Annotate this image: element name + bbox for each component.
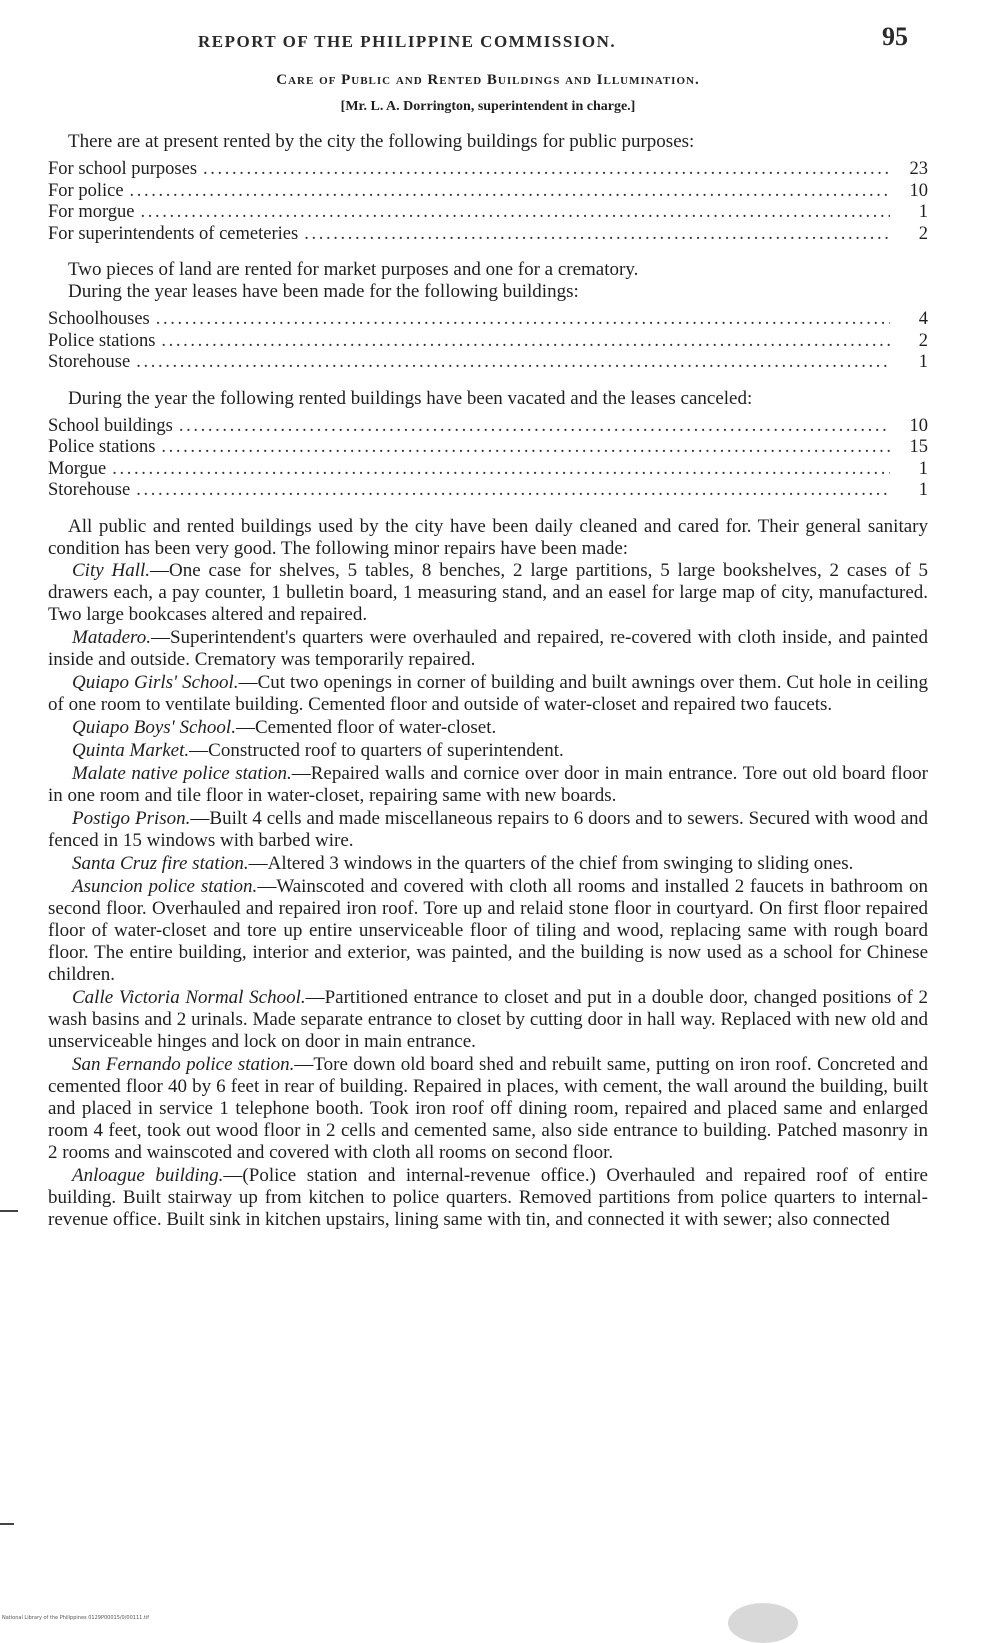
list-item bbox=[48, 181, 928, 203]
intro-paragraph-2b: During the year leases have been made for the following buildings: bbox=[68, 281, 579, 302]
leader-dots bbox=[112, 459, 890, 481]
item-value: 2 bbox=[918, 223, 928, 244]
repair-place: Malate native police station. bbox=[72, 762, 292, 784]
leader-dots bbox=[179, 416, 890, 438]
item-label: For superintendents of cemeteries bbox=[48, 223, 299, 244]
intro-paragraph-1: There are at present rented by the city the following buildings for public purposes: bbox=[68, 131, 695, 152]
intro-paragraph-4: All public and rented buildings used by the city have been daily cleaned and cared for. Their general sanitary condition has been very good. The following minor repairs have been made: bbox=[48, 515, 928, 559]
repair-text: —Tore down old board shed and rebuilt same, putting on iron roof. Concreted and cemented floor 40 by 6 feet in rear of building. Repaired in places, with cement, the wall around the building, built and placed in service 1 telephone booth. Took iron roof off dining room, repaired and placed same and enlarged room 4 feet, took out wood floor in 2 cells and cemented same, also side entrance to building. Patched masonry in 2 rooms and wainscoted and covered with cloth all rooms on second floor. bbox=[48, 1053, 928, 1163]
item-value: 10 bbox=[909, 180, 928, 201]
item-value: 1 bbox=[918, 352, 928, 372]
list-item bbox=[48, 459, 928, 481]
repair-paragraph bbox=[48, 560, 928, 626]
leader-dots bbox=[161, 437, 890, 459]
list-item bbox=[48, 309, 928, 331]
vacated-buildings-list bbox=[48, 416, 928, 502]
item-label: For school purposes bbox=[48, 159, 198, 179]
repair-place: Matadero. bbox=[72, 626, 151, 648]
repair-text: —Constructed roof to quarters of superintendent. bbox=[189, 739, 564, 761]
leader-dots bbox=[156, 309, 890, 331]
rented-buildings-list bbox=[48, 159, 928, 245]
list-item bbox=[48, 224, 928, 246]
item-value: 15 bbox=[909, 437, 928, 457]
repair-paragraph bbox=[48, 763, 928, 807]
repair-place: Quiapo Girls' School. bbox=[72, 671, 239, 693]
repair-place: Santa Cruz fire station. bbox=[72, 852, 249, 874]
repair-place: San Fernando police station. bbox=[72, 1053, 295, 1075]
item-value: 1 bbox=[918, 202, 928, 222]
item-label: School buildings bbox=[48, 415, 173, 436]
repair-paragraph bbox=[48, 627, 928, 671]
page-number: 95 bbox=[882, 22, 908, 51]
item-label: Police stations bbox=[48, 330, 156, 351]
repair-paragraph bbox=[48, 987, 928, 1053]
item-label: Schoolhouses bbox=[48, 309, 150, 329]
repair-text: —(Police station and internal-revenue office.) Overhauled and repaired roof of entire building. Built stairway up from kitchen to police quarters. Removed partitions from police quarters to internal-revenue office. Built sink in kitchen upstairs, lining same with tin, and connected it with sewer; also connected bbox=[48, 1164, 928, 1230]
list-item bbox=[48, 437, 928, 459]
repair-place: Anloague building. bbox=[72, 1164, 224, 1186]
repair-place: Asuncion police station. bbox=[72, 875, 258, 897]
leader-dots bbox=[136, 352, 890, 374]
leader-dots bbox=[136, 480, 890, 502]
repair-paragraph bbox=[48, 876, 928, 986]
item-label: Storehouse bbox=[48, 352, 131, 372]
repair-text: —Built 4 cells and made miscellaneous repairs to 6 doors and to sewers. Secured with wood and fenced in 15 windows with barbed wire. bbox=[48, 807, 929, 851]
repair-paragraph bbox=[48, 853, 928, 875]
scan-artifact bbox=[728, 1603, 798, 1643]
repair-text: —Partitioned entrance to closet and put in a double door, changed positions of 2 wash basins and 2 urinals. Made separate entrance to closet by cutting door in hall way. Replaced with new old and unserviceable hinges and lock on door in main entrance. bbox=[48, 986, 928, 1052]
leased-buildings-list bbox=[48, 309, 928, 374]
leader-dots bbox=[203, 159, 890, 181]
item-label: Police stations bbox=[48, 437, 156, 457]
item-value: 2 bbox=[918, 330, 928, 351]
page-content bbox=[48, 18, 928, 1232]
repair-paragraph bbox=[48, 1054, 928, 1164]
leader-dots bbox=[141, 202, 890, 224]
repair-text: —Cut two openings in corner of building and built awnings over them. Cut hole in ceiling of one room to ventilate building. Cemented floor and outside of water-closet and repaired two faucets. bbox=[48, 671, 929, 715]
list-item bbox=[48, 416, 928, 438]
repair-paragraph bbox=[48, 1165, 928, 1231]
leader-dots bbox=[304, 224, 890, 246]
repair-text: —Wainscoted and covered with cloth all rooms and installed 2 faucets in bathroom on second floor. Overhauled and repaired iron roof. Tore up and relaid stone floor in courtyard. On first floor repaired floor of water-closet and tore up entire unserviceable floor of tiling and wood, replacing same with rough board floor. The entire building, interior and exterior, was painted, and the building is now used as a school for Chinese children. bbox=[48, 875, 928, 985]
item-value: 1 bbox=[918, 480, 928, 500]
scan-footer: National Library of the Philippines 0129P00015/0/00111.tif bbox=[2, 1615, 150, 1621]
repair-place: Calle Victoria Normal School. bbox=[72, 986, 306, 1008]
repair-place: Quiapo Boys' School. bbox=[72, 716, 236, 738]
item-value: 4 bbox=[918, 309, 928, 329]
item-label: For morgue bbox=[48, 202, 135, 222]
intro-paragraph-3: During the year the following rented buildings have been vacated and the leases canceled: bbox=[68, 387, 753, 409]
superintendent-note: [Mr. L. A. Dorrington, superintendent in charge.] bbox=[340, 99, 636, 114]
repairs-list bbox=[48, 560, 928, 1231]
repair-paragraph bbox=[48, 717, 928, 739]
repair-text: —One case for shelves, 5 tables, 8 benches, 2 large partitions, 5 large bookshelves, 2 cases of 5 drawers each, a pay counter, 1 bulletin board, 1 measuring stand, and an easel for large map of city, manufactured. Two large bookcases altered and repaired. bbox=[48, 559, 928, 625]
list-item bbox=[48, 480, 928, 502]
item-value: 10 bbox=[909, 415, 928, 436]
repair-text: —Cemented floor of water-closet. bbox=[235, 716, 497, 738]
repair-paragraph bbox=[48, 808, 928, 852]
repair-place: City Hall. bbox=[72, 559, 151, 581]
list-item bbox=[48, 159, 928, 181]
list-item bbox=[48, 331, 928, 353]
repair-text: —Repaired walls and cornice over door in main entrance. Tore out old board floor in one room and tile floor in water-closet, repairing same with new boards. bbox=[48, 762, 928, 806]
list-item bbox=[48, 352, 928, 374]
page-header bbox=[48, 18, 928, 54]
repair-text: —Altered 3 windows in the quarters of the chief from swinging to sliding ones. bbox=[248, 852, 854, 874]
item-value: 23 bbox=[909, 159, 928, 179]
repair-place: Quinta Market. bbox=[72, 739, 190, 761]
leader-dots bbox=[161, 331, 890, 353]
item-value: 1 bbox=[918, 458, 928, 479]
item-label: Storehouse bbox=[48, 480, 131, 500]
leader-dots bbox=[130, 181, 890, 203]
margin-mark bbox=[0, 1210, 18, 1212]
repair-paragraph bbox=[48, 672, 928, 716]
item-label: Morgue bbox=[48, 458, 107, 479]
margin-mark bbox=[0, 1523, 14, 1525]
running-head: REPORT OF THE PHILIPPINE COMMISSION. bbox=[198, 32, 617, 51]
list-item bbox=[48, 202, 928, 224]
repair-paragraph bbox=[48, 740, 928, 762]
repair-text: —Superintendent's quarters were overhauled and repaired, re-covered with cloth inside, and painted inside and outside. Crematory was temporarily repaired. bbox=[48, 626, 928, 670]
intro-paragraph-2a: Two pieces of land are rented for market purposes and one for a crematory. bbox=[68, 259, 639, 280]
repair-place: Postigo Prison. bbox=[72, 807, 191, 829]
section-title: Care of Public and Rented Buildings and Illumination. bbox=[276, 72, 700, 88]
item-label: For police bbox=[48, 180, 124, 201]
